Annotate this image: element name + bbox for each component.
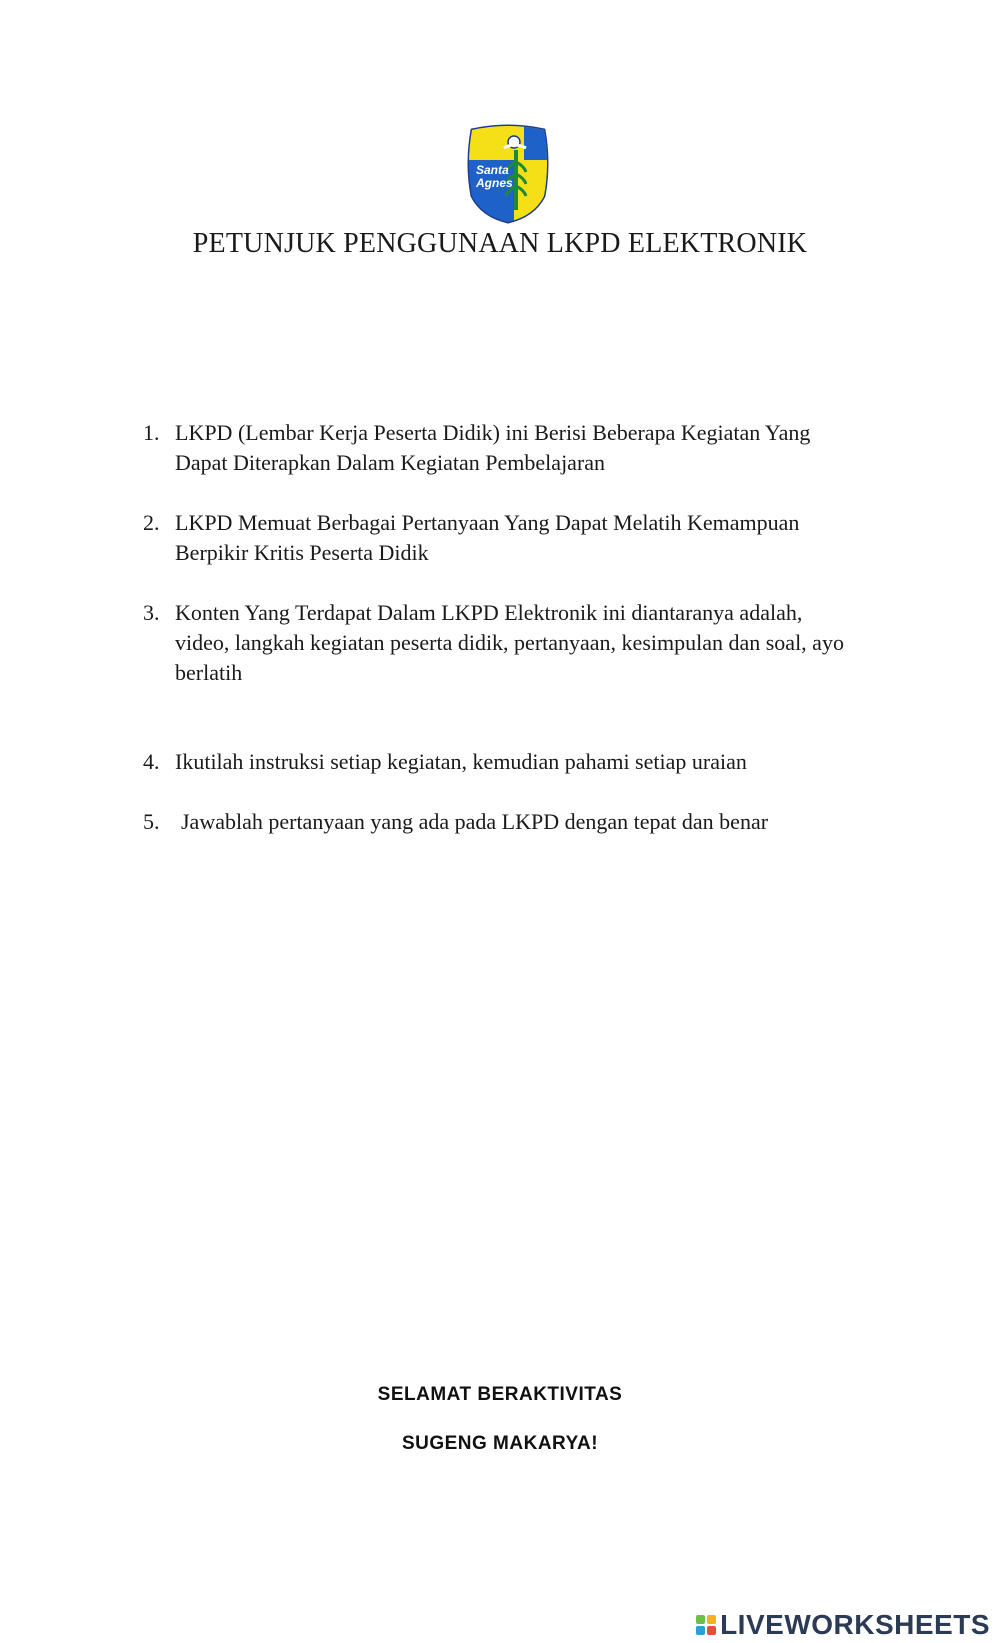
instruction-number: 5. [143,809,160,834]
liveworksheets-watermark [696,1609,990,1641]
instruction-line: LKPD Memuat Berbagai Pertanyaan Yang Dapat Melatih Kemampuan [175,510,800,535]
instruction-number: 2. [143,510,160,535]
closing-greeting: SELAMAT BERAKTIVITAS [377,1384,623,1405]
instruction-text [175,747,883,777]
instruction-text [175,418,883,478]
instruction-text [175,807,883,837]
instruction-line: Berpikir Kritis Peserta Didik [175,540,429,565]
instruction-line: Ikutilah instruksi setiap kegiatan, kemudian pahami setiap uraian [175,749,747,774]
instruction-line: Konten Yang Terdapat Dalam LKPD Elektronik ini diantaranya adalah, [175,600,803,625]
instruction-list [143,418,883,837]
page-title: PETUNJUK PENGGUNAAN LKPD ELEKTRONIK [192,228,808,259]
logo-square-green [696,1615,705,1624]
liveworksheets-logo-icon [696,1615,716,1635]
instruction-line: LKPD (Lembar Kerja Peserta Didik) ini Berisi Beberapa Kegiatan Yang [175,420,811,445]
instruction-item-1 [143,418,883,478]
logo-square-yellow [707,1615,716,1624]
instruction-line: video, langkah kegiatan peserta didik, pertanyaan, kesimpulan dan soal, ayo [175,630,844,655]
instruction-text [175,598,883,688]
instruction-item-2 [143,508,883,568]
logo-square-blue [696,1626,705,1635]
instruction-item-5 [143,807,883,837]
instruction-number: 4. [143,749,160,774]
logo-text-agnes: Agnes [476,176,513,190]
instruction-item-4 [143,747,883,777]
liveworksheets-brand-text: LIVEWORKSHEETS [720,1609,990,1640]
instruction-text [175,508,883,568]
instruction-number: 3. [143,600,160,625]
instruction-number: 1. [143,420,160,445]
logo-text-santa: Santa [476,163,509,177]
closing-blessing: SUGENG MAKARYA! [401,1433,599,1454]
instruction-line: Dapat Diterapkan Dalam Kegiatan Pembelajaran [175,450,606,475]
instruction-item-3 [143,598,883,688]
santa-agnes-logo [464,124,552,224]
instruction-line: berlatih [175,660,243,685]
logo-yellow-field-lower [514,160,552,224]
logo-square-red [707,1626,716,1635]
instruction-line: Jawablah pertanyaan yang ada pada LKPD dengan tepat dan benar [181,809,769,834]
